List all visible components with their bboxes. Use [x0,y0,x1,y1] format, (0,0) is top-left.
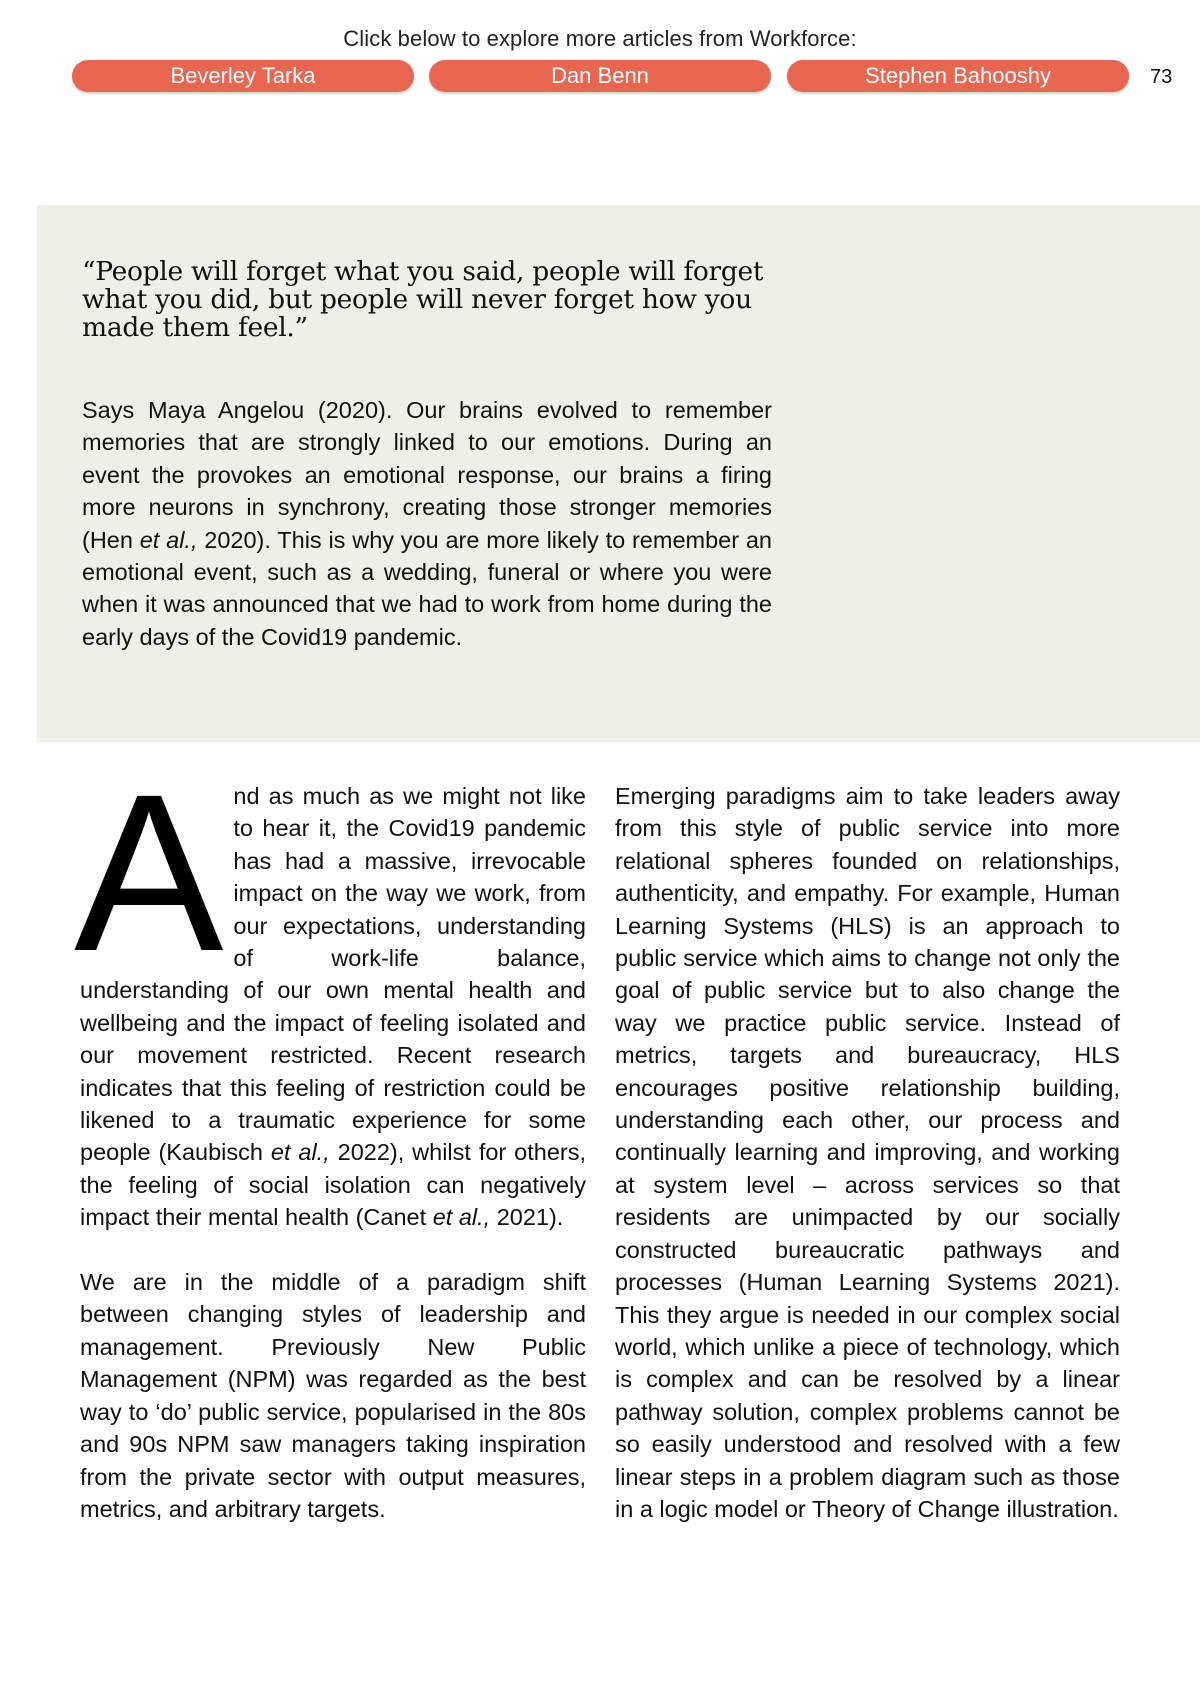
article-paragraph-3: Emerging paradigms aim to take leaders away from this style of public service into more relational spheres founded on relationships, authenticity, and empathy. For example, Human Learning Systems (HLS) is an approach to public service which aims to change not only the goal of public service but to also change the way we practice public service. Instead of metrics, targets and bureaucracy, HLS encourages positive relationship building, understanding each other, our process and continually learning and improving, and working at system level – across services so that residents are unimpacted by our socially constructed bureaucratic pathways and processes (Human Learning Systems 2021). This they argue is needed in our complex social world, which unlike a piece of technology, which is complex and can be resolved by a linear pathway solution, complex problems cannot be so easily understood and resolved with a few linear steps in a problem diagram such as those in a logic model or Theory of Change illustration. [615,783,1120,1522]
citation-etal: et al., [270,1139,330,1166]
paragraph-text: 2021). [490,1204,564,1231]
paragraph-text: 2022), whilst for others, the feeling of social isolation can negatively impact their mental health (Canet [80,1139,586,1231]
drop-cap: A [74,748,224,998]
quote-paragraph [82,394,772,653]
citation-etal: et al., [432,1204,491,1231]
article-paragraph-1 [74,748,586,1234]
quote-text-part: 2020). This is why you are more likely to remember an emotional event, such as a wedding, funeral or where you were when it was announced that we had to work from home during the early days of the Covid19 pandemic. [82,526,772,650]
article-column-right [615,780,1120,1525]
article-button-stephen-bahooshy[interactable]: Stephen Bahooshy [787,60,1129,92]
article-button-beverley-tarka[interactable]: Beverley Tarka [72,60,414,92]
pull-quote: “People will forget what you said, people will forget what you did, but people will never forget how you made them feel.” [82,256,764,343]
article-column-left [74,748,586,1525]
quote-text-part: Says Maya Angelou (2020). Our brains evolved to remember memories that are strongly linked to our emotions. During an event the provokes an emotional response, our brains a firing more neurons in synchrony, creating those stronger memories (Hen [82,397,772,553]
quote-citation-etal: et al., [139,526,198,553]
nav-caption: Click below to explore more articles from Workforce: [343,26,857,51]
article-paragraph-2: We are in the middle of a paradigm shift between changing styles of leadership and management. Previously New Public Management (NPM) was regarded as the best way to ‘do’ public service, popularised in the 80s and 90s NPM saw managers taking inspiration from the private sector with output measures, metrics, and arbitrary targets. [80,1269,586,1522]
paragraph-text: nd as much as we might not like to hear it, the Covid19 pandemic has had a massive, irrevocable impact on the way we work, from our expectations, understanding of work-life balance, understanding of our own mental health and wellbeing and the impact of feeling isolated and our movement restricted. Recent research indicates that this feeling of restriction could be likened to a traumatic experience for some people (Kaubisch [80,783,586,1166]
article-button-dan-benn[interactable]: Dan Benn [429,60,771,92]
page-number: 73 [1150,66,1173,88]
